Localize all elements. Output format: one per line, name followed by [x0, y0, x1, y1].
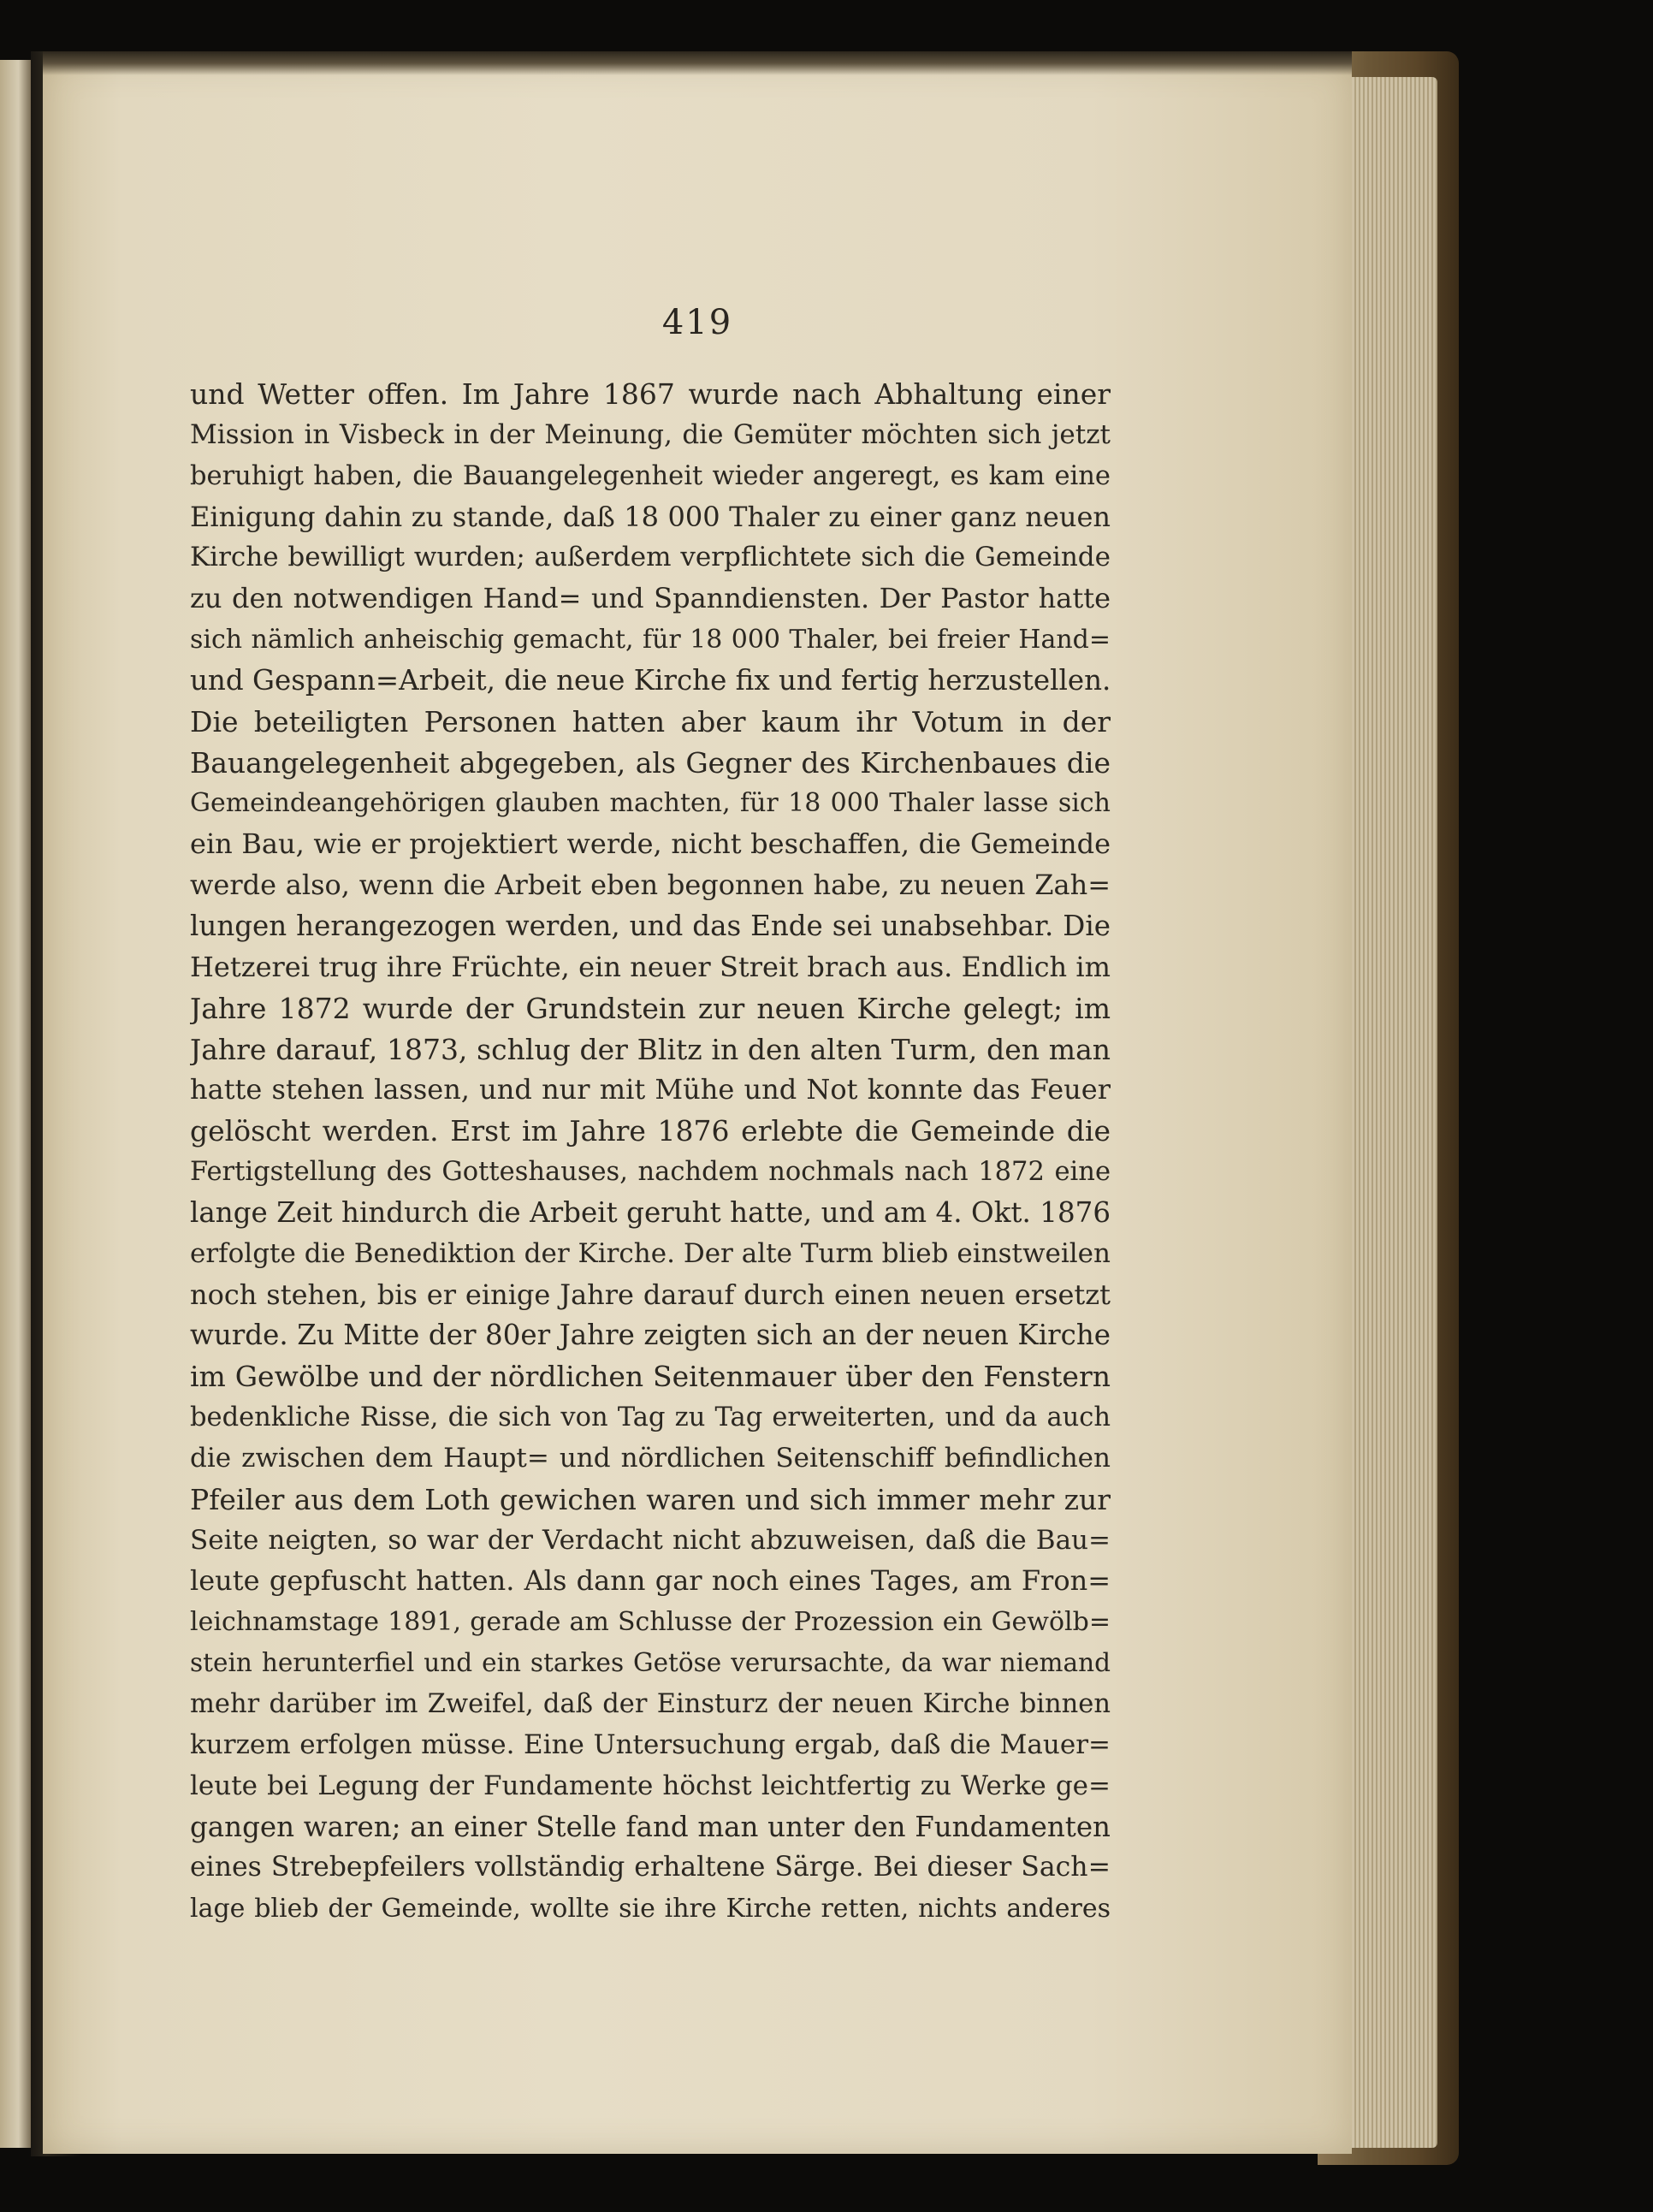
previous-page-edge — [0, 60, 33, 2148]
page-top-edge — [43, 51, 1352, 75]
text-line: Die beteiligten Personen hatten aber kaum ihr Votum in der — [190, 704, 1111, 738]
text-line: Jahre 1872 wurde der Grundstein zur neuen Kirche gelegt; im — [190, 991, 1111, 1025]
text-line: hatte stehen lassen, und nur mit Mühe und Not konnte das Feuer — [190, 1073, 1111, 1106]
page-number: 419 — [661, 303, 733, 342]
book-page — [43, 62, 1352, 2154]
text-line: wurde. Zu Mitte der 80er Jahre zeigten sich an der neuen Kirche — [190, 1319, 1111, 1352]
text-line: lange Zeit hindurch die Arbeit geruht hatte, und am 4. Okt. 1876 — [190, 1195, 1111, 1229]
text-line: werde also, wenn die Arbeit eben begonnen habe, zu neuen Zah= — [190, 869, 1111, 902]
text-line: beruhigt haben, die Bauangelegenheit wieder angeregt, es kam eine — [190, 460, 1111, 491]
text-line: Pfeiler aus dem Loth gewichen waren und sich immer mehr zur — [190, 1482, 1111, 1516]
text-line: Mission in Visbeck in der Meinung, die Gemüter möchten sich jetzt — [190, 418, 1111, 450]
text-line: Einigung dahin zu stande, daß 18 000 Thaler zu einer ganz neuen — [190, 500, 1111, 533]
text-line: leute gepfuscht hatten. Als dann gar noch eines Tages, am Fron= — [190, 1564, 1111, 1598]
text-line: die zwischen dem Haupt= und nördlichen Seitenschiff befindlichen — [190, 1442, 1111, 1474]
text-line: kurzem erfolgen müsse. Eine Untersuchung ergab, daß die Mauer= — [190, 1729, 1111, 1760]
text-line: sich nämlich anheischig gemacht, für 18 000 Thaler, bei freier Hand= — [190, 625, 1111, 655]
text-line: Hetzerei trug ihre Früchte, ein neuer Streit brach aus. Endlich im — [190, 950, 1111, 983]
text-line: gangen waren; an einer Stelle fand man unter den Fundamenten — [190, 1810, 1111, 1843]
text-line: leichnamstage 1891, gerade am Schlusse der Prozession ein Gewölb= — [190, 1607, 1111, 1638]
text-line: Kirche bewilligt wurden; außerdem verpflichtete sich die Gemeinde — [190, 542, 1111, 573]
text-line: lungen herangezogen werden, und das Ende sei unabsehbar. Die — [190, 909, 1111, 942]
text-line: mehr darüber im Zweifel, daß der Einsturz der neuen Kirche binnen — [190, 1689, 1111, 1719]
text-line: ein Bau, wie er projektiert werde, nicht beschaffen, die Gemeinde — [190, 827, 1111, 861]
text-line: eines Strebepfeilers vollständig erhaltene Särge. Bei dieser Sach= — [190, 1852, 1111, 1883]
text-line: und Wetter offen. Im Jahre 1867 wurde nach Abhaltung einer — [190, 377, 1111, 411]
text-line: lage blieb der Gemeinde, wollte sie ihre Kirche retten, nichts anderes — [190, 1894, 1111, 1924]
text-line: stein herunterfiel und ein starkes Getöse verursachte, da war niemand — [190, 1648, 1111, 1678]
text-line: und Gespann=Arbeit, die neue Kirche fix und fertig herzustellen. — [190, 663, 1111, 697]
body-text — [190, 374, 1111, 1930]
text-line: Gemeindeangehörigen glauben machten, für 18 000 Thaler lasse sich — [190, 788, 1111, 819]
text-line: leute bei Legung der Fundamente höchst leichtfertig zu Werke ge= — [190, 1770, 1111, 1801]
text-line: Bauangelegenheit abgegeben, als Gegner des Kirchenbaues die — [190, 745, 1111, 780]
text-line: Seite neigten, so war der Verdacht nicht abzuweisen, daß die Bau= — [190, 1524, 1111, 1556]
text-line: im Gewölbe und der nördlichen Seitenmauer über den Fenstern — [190, 1360, 1111, 1394]
text-line: Jahre darauf, 1873, schlug der Blitz in den alten Turm, den man — [190, 1032, 1111, 1066]
text-line: noch stehen, bis er einige Jahre darauf durch einen neuen ersetzt — [190, 1278, 1111, 1311]
text-line: zu den notwendigen Hand= und Spanndiensten. Der Pastor hatte — [190, 582, 1111, 615]
text-line: Fertigstellung des Gotteshauses, nachdem nochmals nach 1872 eine — [190, 1157, 1111, 1188]
text-line: gelöscht werden. Erst im Jahre 1876 erlebte die Gemeinde die — [190, 1114, 1111, 1148]
text-line: erfolgte die Benediktion der Kirche. Der alte Turm blieb einstweilen — [190, 1237, 1111, 1269]
text-line: bedenkliche Risse, die sich von Tag zu Tag erweiterten, und da auch — [190, 1403, 1111, 1433]
